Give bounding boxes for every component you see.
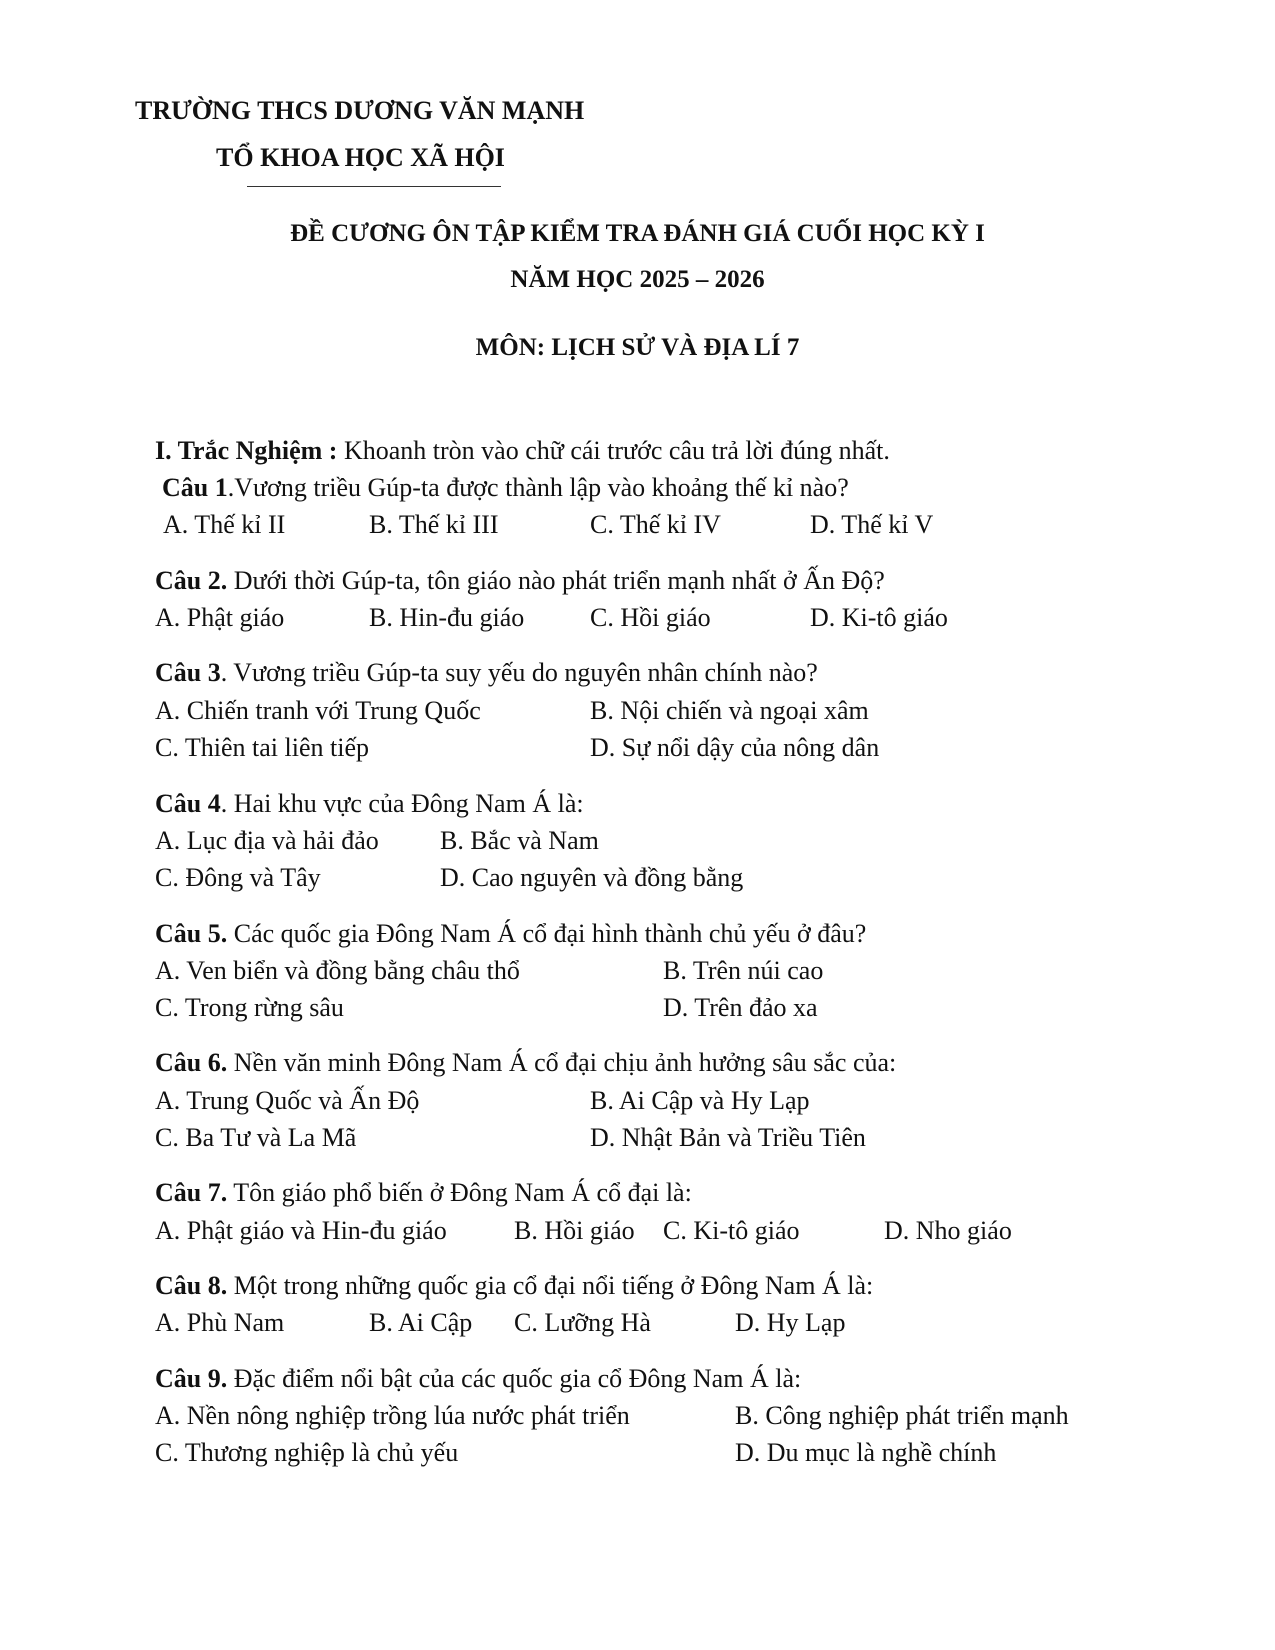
option: A. Phật giáo và Hin-đu giáo: [155, 1216, 447, 1245]
option: C. Thương nghiệp là chủ yếu: [155, 1438, 459, 1467]
option: A. Lục địa và hải đảo: [155, 826, 379, 855]
option: B. Trên núi cao: [663, 956, 824, 985]
option: A. Ven biển và đồng bằng châu thổ: [155, 956, 520, 985]
question-label: Câu 6.: [155, 1048, 228, 1077]
question-label: Câu 2.: [155, 566, 228, 595]
department-name: TỔ KHOA HỌC XÃ HỘI: [216, 143, 505, 172]
option: B. Hồi giáo: [514, 1216, 635, 1245]
question-6: [155, 1048, 896, 1078]
school-year: NĂM HỌC 2025 – 2026: [510, 266, 765, 293]
question-text: Đặc điểm nổi bật của các quốc gia cổ Đông Nam Á là:: [227, 1364, 802, 1393]
option: D. Nho giáo: [884, 1216, 1012, 1245]
option: B. Ai Cập và Hy Lạp: [590, 1086, 810, 1115]
option: D. Ki-tô giáo: [810, 603, 948, 632]
option: D. Hy Lạp: [735, 1308, 846, 1337]
question-text: . Hai khu vực của Đông Nam Á là:: [220, 789, 584, 818]
option: D. Trên đảo xa: [663, 993, 818, 1022]
question-label: Câu 3: [155, 658, 221, 687]
option: B. Nội chiến và ngoại xâm: [590, 696, 869, 725]
option: A. Trung Quốc và Ấn Độ: [155, 1086, 420, 1115]
question-4: [155, 789, 584, 819]
option: A. Phật giáo: [155, 603, 285, 632]
question-label: Câu 9.: [155, 1364, 228, 1393]
option: C. Ki-tô giáo: [663, 1216, 800, 1245]
option: B. Bắc và Nam: [440, 826, 599, 855]
option: A. Thế kỉ II: [163, 510, 286, 539]
option: C. Lưỡng Hà: [514, 1308, 651, 1337]
question-label: Câu 7.: [155, 1178, 228, 1207]
school-name: TRƯỜNG THCS DƯƠNG VĂN MẠNH: [135, 96, 585, 125]
question-text: Các quốc gia Đông Nam Á cổ đại hình thành chủ yếu ở đâu?: [227, 919, 867, 948]
option: C. Thế kỉ IV: [590, 510, 721, 539]
question-text: Tôn giáo phổ biến ở Đông Nam Á cổ đại là:: [227, 1178, 692, 1207]
question-7: [155, 1178, 692, 1208]
question-3: [155, 658, 818, 688]
question-text: Nền văn minh Đông Nam Á cổ đại chịu ảnh hưởng sâu sắc của:: [227, 1048, 897, 1077]
option: D. Sự nổi dậy của nông dân: [590, 733, 880, 762]
option: B. Thế kỉ III: [369, 510, 499, 539]
subject-title: MÔN: LỊCH SỬ VÀ ĐỊA LÍ 7: [475, 334, 800, 361]
section-instruction: Khoanh tròn vào chữ cái trước câu trả lời đúng nhất.: [337, 436, 890, 465]
option: B. Hin-đu giáo: [369, 603, 525, 632]
option: B. Công nghiệp phát triển mạnh: [735, 1401, 1069, 1430]
option: A. Nền nông nghiệp trồng lúa nước phát triển: [155, 1401, 630, 1430]
question-label: Câu 8.: [155, 1271, 228, 1300]
question-label: Câu 4: [155, 789, 221, 818]
option: C. Thiên tai liên tiếp: [155, 733, 369, 762]
question-5: [155, 919, 866, 949]
option: A. Chiến tranh với Trung Quốc: [155, 696, 481, 725]
question-text: .Vương triều Gúp-ta được thành lập vào khoảng thế kỉ nào?: [227, 473, 849, 502]
option: D. Thế kỉ V: [810, 510, 934, 539]
question-label: Câu 5.: [155, 919, 228, 948]
header-divider: [247, 186, 501, 187]
option: D. Nhật Bản và Triều Tiên: [590, 1123, 866, 1152]
question-8: [155, 1271, 873, 1301]
question-label: Câu 1: [162, 473, 228, 502]
option: C. Ba Tư và La Mã: [155, 1123, 357, 1152]
question-text: Một trong những quốc gia cổ đại nổi tiếng ở Đông Nam Á là:: [227, 1271, 874, 1300]
question-1: [162, 473, 849, 503]
option: C. Hồi giáo: [590, 603, 711, 632]
question-2: [155, 566, 885, 596]
question-9: [155, 1364, 801, 1394]
question-text: . Vương triều Gúp-ta suy yếu do nguyên nhân chính nào?: [220, 658, 818, 687]
option: B. Ai Cập: [369, 1308, 473, 1337]
option: C. Đông và Tây: [155, 863, 321, 892]
section-label: I. Trắc Nghiệm :: [155, 436, 338, 465]
option: C. Trong rừng sâu: [155, 993, 344, 1022]
section-heading: [155, 436, 890, 466]
option: A. Phù Nam: [155, 1308, 285, 1337]
question-text: Dưới thời Gúp-ta, tôn giáo nào phát triển mạnh nhất ở Ấn Độ?: [227, 566, 885, 595]
option: D. Cao nguyên và đồng bằng: [440, 863, 744, 892]
option: D. Du mục là nghề chính: [735, 1438, 997, 1467]
document-title: ĐỀ CƯƠNG ÔN TẬP KIỂM TRA ĐÁNH GIÁ CUỐI HỌC KỲ I: [290, 220, 985, 247]
